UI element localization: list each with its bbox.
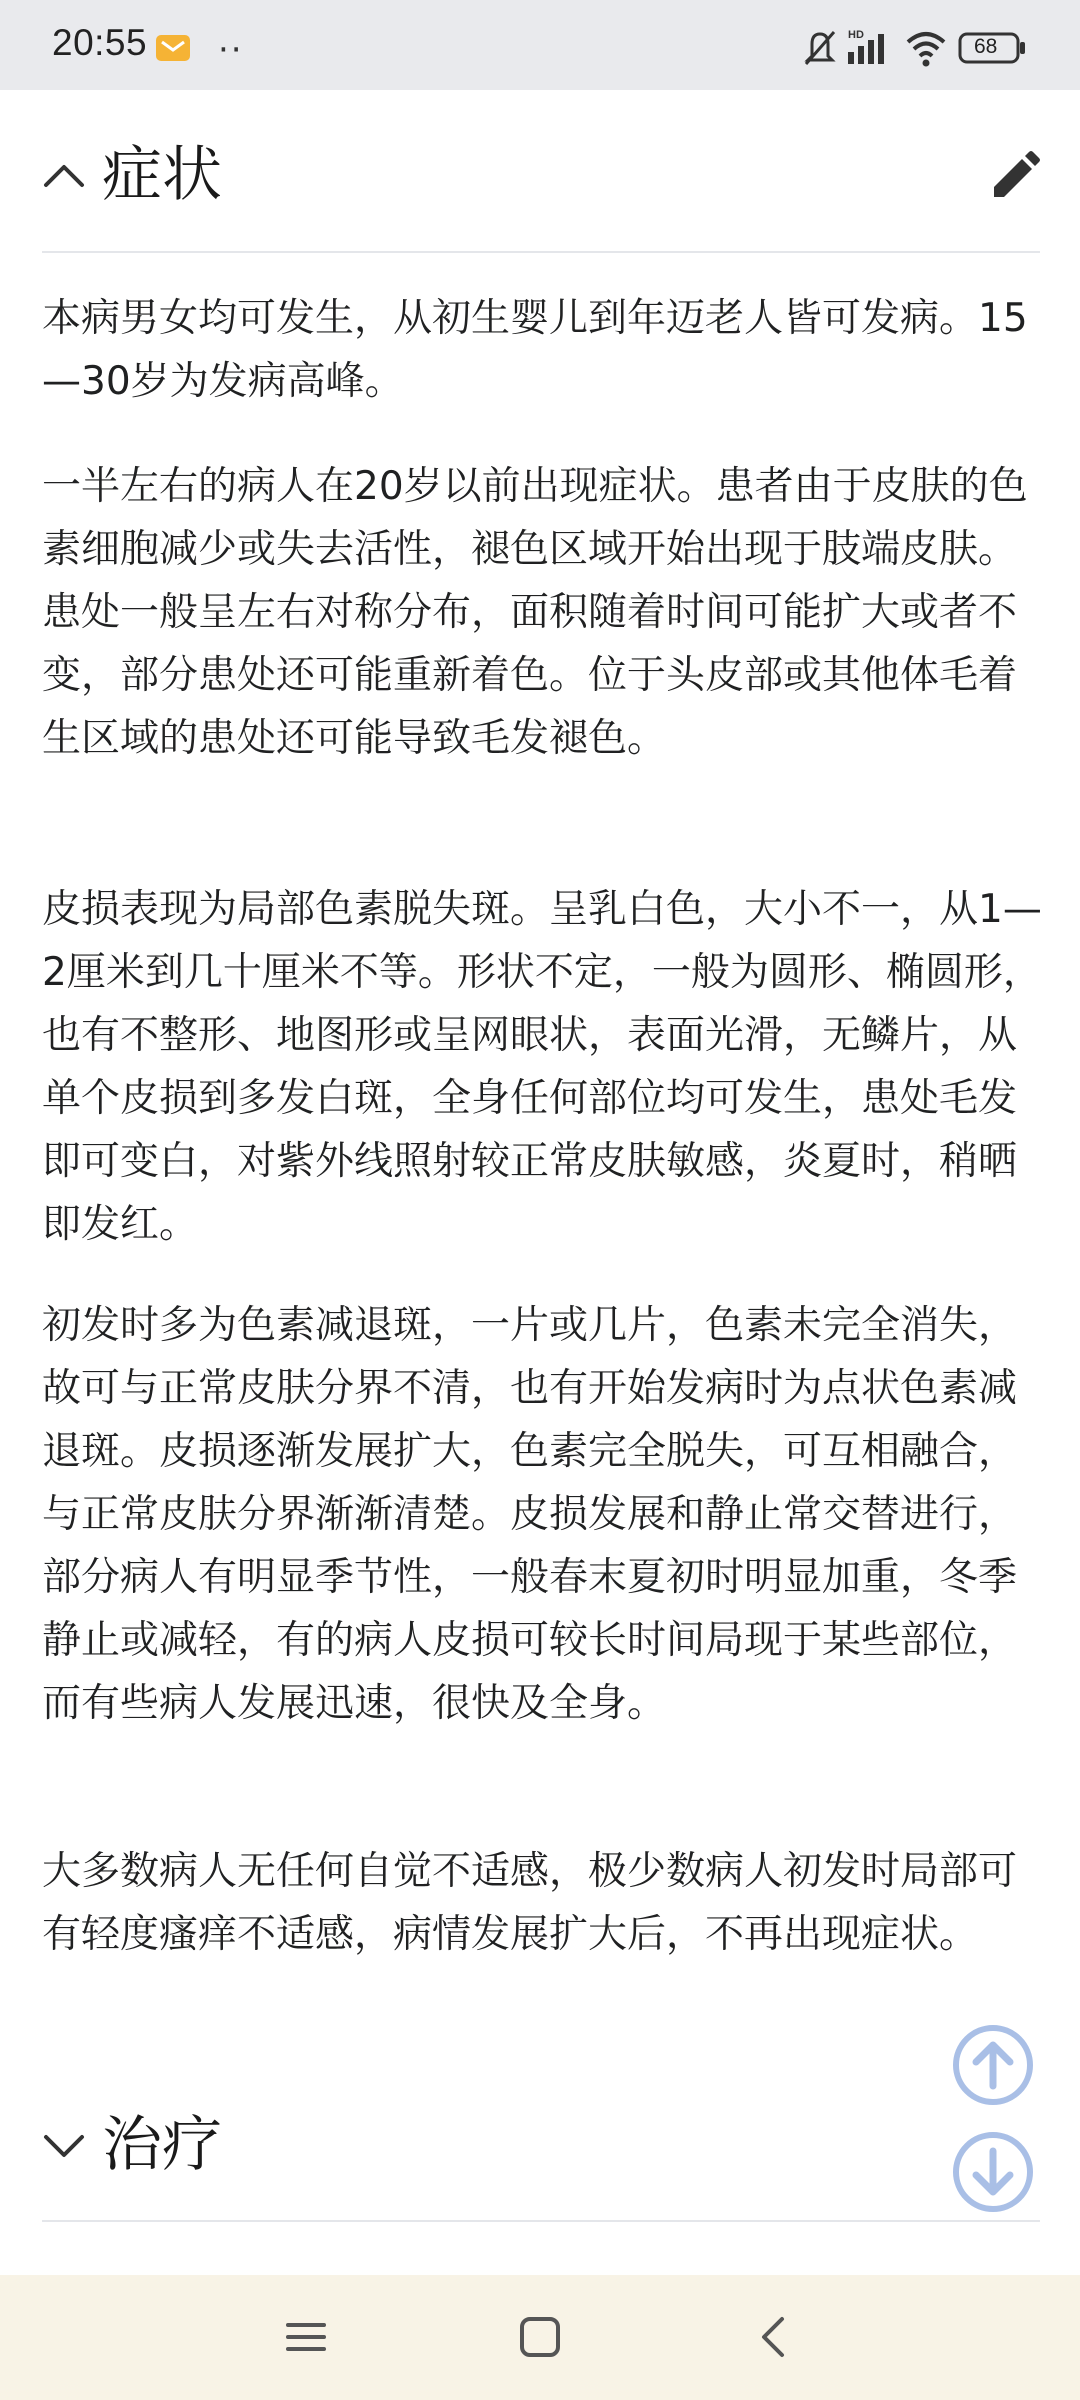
paragraph: 一半左右的病人在20岁以前出现症状。患者由于皮肤的色素细胞减少或失去活性，褪色区域开始出现于肢端皮肤。患处一般呈左右对称分布，面积随着时间可能扩大或者不变，部分患处还可能重新着色。位于头皮部或其他体毛着生区域的患处还可能导致毛发褪色。 xyxy=(42,464,1028,761)
svg-text:HD: HD xyxy=(848,29,864,41)
chevron-down-icon[interactable] xyxy=(42,2125,86,2165)
navigation-bar xyxy=(0,2275,1080,2400)
paragraph: 初发时多为色素减退斑，一片或几片，色素未完全消失，故可与正常皮肤分界不清，也有开始发病时为点状色素减退斑。皮损逐渐发展扩大，色素完全脱失，可互相融合，与正常皮肤分界渐渐清楚。皮损发展和静止常交替进行，部分病人有明显季节性，一般春末夏初时明显加重，冬季静止或减轻，有的病人皮损可较长时间局现于某些部位，而有些病人发展迅速，很快及全身。 xyxy=(42,1303,1018,1726)
paragraph: 大多数病人无任何自觉不适感，极少数病人初发时局部可有轻度瘙痒不适感，病情发展扩大后，不再出现症状。 xyxy=(42,1849,1018,1957)
section-title-symptoms: 症状 xyxy=(102,140,222,210)
chevron-up-icon[interactable] xyxy=(42,155,86,195)
more-notifications-indicator: ·· xyxy=(218,30,244,70)
hd-signal-icon xyxy=(846,26,892,70)
status-time: 20:55 xyxy=(52,22,148,63)
scroll-to-top-button[interactable] xyxy=(952,2024,1034,2106)
scroll-to-bottom-button[interactable] xyxy=(952,2131,1034,2213)
paragraph: 皮损表现为局部色素脱失斑。呈乳白色，大小不一，从1—2厘米到几十厘米不等。形状不定，一般为圆形、椭圆形，也有不整形、地图形或呈网眼状，表面光滑，无鳞片，从单个皮损到多发白斑，全身任何部位均可发生，患处毛发即可变白，对紫外线照射较正常皮肤敏感，炎夏时，稍晒即发红。 xyxy=(42,887,1042,1247)
section-divider xyxy=(42,2220,1040,2222)
mail-notification-icon xyxy=(156,35,190,61)
edit-pencil-icon[interactable] xyxy=(988,151,1040,203)
home-icon[interactable] xyxy=(508,2305,572,2369)
status-bar xyxy=(0,0,1080,90)
paragraph: 本病男女均可发生，从初生婴儿到年迈老人皆可发病。15—30岁为发病高峰。 xyxy=(42,296,1028,404)
section-title-treatment: 治疗 xyxy=(102,2110,222,2180)
wifi-icon xyxy=(904,26,948,70)
battery-level: 68 xyxy=(974,35,998,58)
section-header-symptoms[interactable] xyxy=(42,125,1040,225)
status-icons xyxy=(800,26,1040,70)
menu-icon[interactable] xyxy=(274,2305,338,2369)
mute-icon xyxy=(800,26,840,70)
section-header-treatment[interactable] xyxy=(42,2095,1040,2195)
back-icon[interactable] xyxy=(742,2305,806,2369)
section-divider xyxy=(42,251,1040,253)
